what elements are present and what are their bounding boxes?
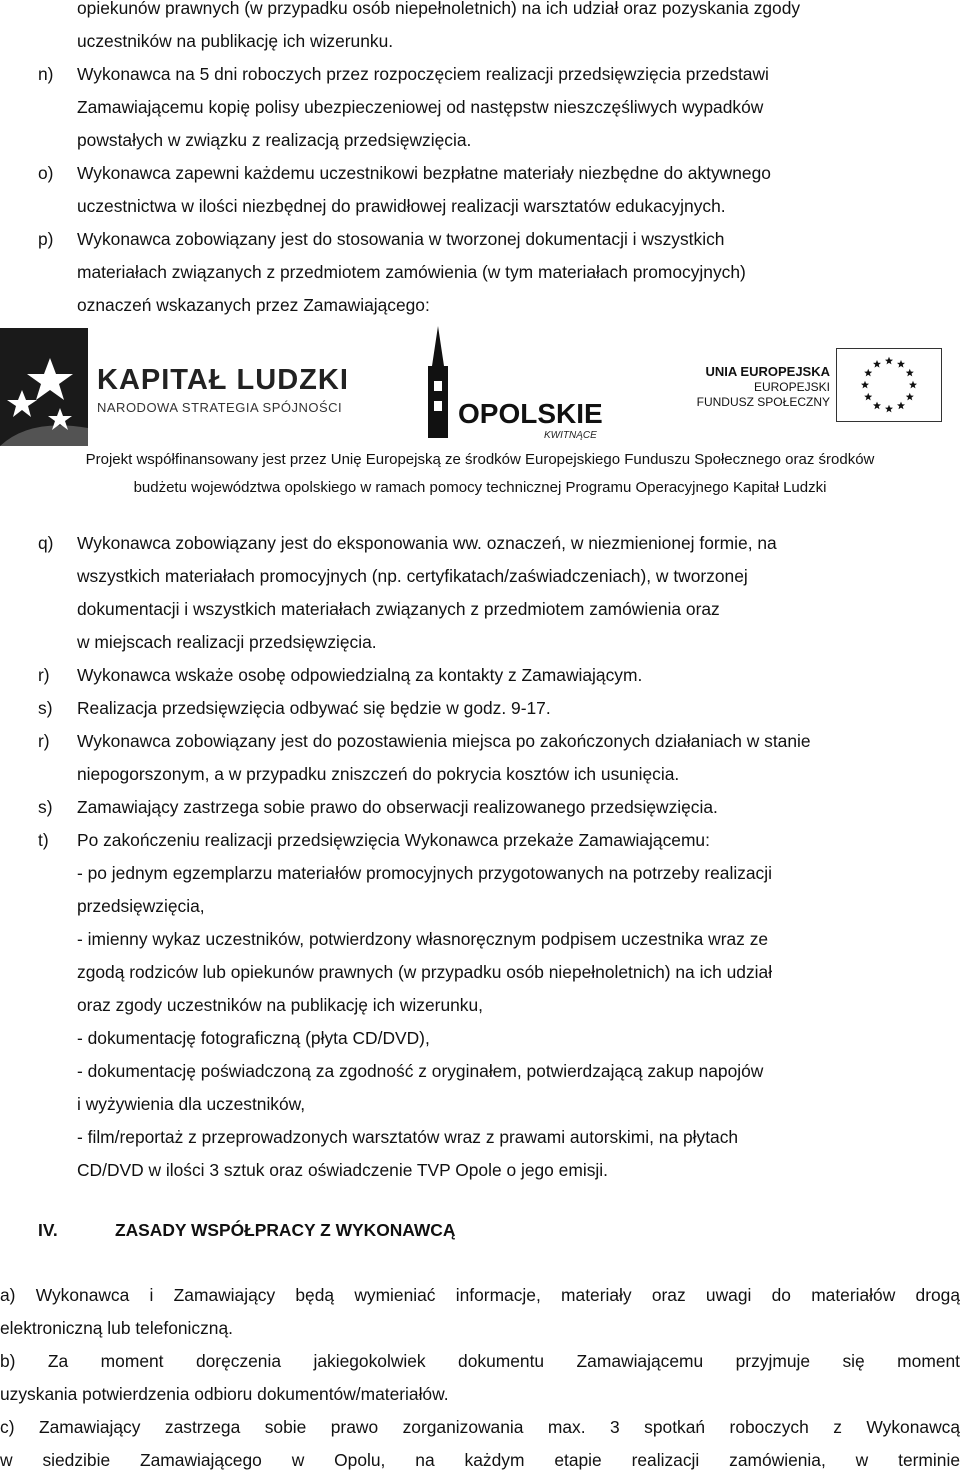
list-item-line: Wykonawca na 5 dni roboczych przez rozpoczęciem realizacji przedsięwzięcia przedstawi: [77, 64, 769, 84]
list-item-line: Po zakończeniu realizacji przedsięwzięcia Wykonawca przekaże Zamawiającemu:: [77, 830, 710, 850]
list-item-label: r): [38, 665, 50, 685]
list-item-label: p): [38, 229, 54, 249]
paragraph-line: w siedzibie Zamawiającego w Opolu, na każdym etapie realizacji zamówienia, w terminie: [0, 1450, 960, 1470]
list-item-line: wszystkich materiałach promocyjnych (np. certyfikatach/zaświadczeniach), w tworzonej: [77, 566, 748, 586]
paragraph: [0, 1345, 960, 1411]
paragraph-line: b) Za moment doręczenia jakiegokolwiek dokumentu Zamawiającemu przyjmuje się moment: [0, 1351, 960, 1371]
list-item-line: Wykonawca wskaże osobę odpowiedzialną za kontakty z Zamawiającym.: [77, 665, 643, 685]
kapital-ludzki-subtitle: NARODOWA STRATEGIA SPÓJNOŚCI: [97, 400, 343, 415]
list-item-line: oznaczeń wskazanych przez Zamawiającego:: [77, 295, 430, 315]
list-item-line: - dokumentację poświadczoną za zgodność z oryginałem, potwierdzającą zakup napojów: [77, 1061, 764, 1081]
list-item-line: Wykonawca zobowiązany jest do stosowania w tworzonej dokumentacji i wszystkich: [77, 229, 725, 249]
list-item-label: r): [38, 731, 50, 751]
eu-line-3: FUNDUSZ SPOŁECZNY: [696, 395, 830, 409]
list-item: [0, 725, 960, 791]
list-item: [0, 157, 960, 223]
logo-strip: [0, 326, 960, 446]
list-item-label: s): [38, 797, 53, 817]
list-item-label: t): [38, 830, 49, 850]
caption-line: Projekt współfinansowany jest przez Unię Europejską ze środków Europejskiego Funduszu Społecznego oraz środków: [85, 451, 875, 468]
list-item-line: zgodą rodziców lub opiekunów prawnych (w przypadku osób niepełnoletnich) na ich udział: [77, 962, 773, 982]
list-item-line: Zamawiający zastrzega sobie prawo do obserwacji realizowanego przedsięwzięcia.: [77, 797, 718, 817]
list-item-line: CD/DVD w ilości 3 sztuk oraz oświadczenie TVP Opole o jego emisji.: [77, 1160, 608, 1180]
bottom-list: [0, 527, 960, 1187]
opolskie-title: OPOLSKIE: [458, 398, 603, 429]
list-item: [0, 527, 960, 659]
paragraph-line: elektroniczną lub telefoniczną.: [0, 1318, 233, 1338]
list-item-line: uczestnictwa w ilości niezbędnej do prawidłowej realizacji warsztatów edukacyjnych.: [77, 196, 726, 216]
eu-line-2: EUROPEJSKI: [753, 380, 830, 394]
kapital-ludzki-title: KAPITAŁ LUDZKI: [97, 364, 349, 396]
list-item: [0, 791, 960, 824]
eu-line-1: UNIA EUROPEJSKA: [705, 364, 830, 379]
list-item-line: Zamawiającemu kopię polisy ubezpieczeniowej od następstw nieszczęśliwych wypadków: [77, 97, 764, 117]
list-item-label: o): [38, 163, 54, 183]
list-item: [0, 692, 960, 725]
section-number: IV.: [38, 1220, 58, 1240]
list-item-line: dokumentacji i wszystkich materiałach związanych z przedmiotem zamówienia oraz: [77, 599, 720, 619]
list-item: [0, 223, 960, 322]
list-item-line: materiałach związanych z przedmiotem zamówienia (w tym materiałach promocyjnych): [77, 262, 746, 282]
opolskie-tower-icon: [418, 326, 458, 438]
section-title: ZASADY WSPÓŁPRACY Z WYKONAWCĄ: [115, 1220, 456, 1240]
list-item-label: s): [38, 698, 53, 718]
list-item-line: niepogorszonym, a w przypadku zniszczeń do pokrycia kosztów ich usunięcia.: [77, 764, 680, 784]
list-item: [0, 58, 960, 157]
list-item-line: w miejscach realizacji przedsięwzięcia.: [77, 632, 377, 652]
list-item-line: - dokumentację fotograficzną (płyta CD/DVD),: [77, 1028, 430, 1048]
list-item-label: q): [38, 533, 54, 553]
list-item: [0, 0, 960, 58]
paragraph-line: uzyskania potwierdzenia odbioru dokumentów/materiałów.: [0, 1384, 449, 1404]
list-item-line: opiekunów prawnych (w przypadku osób niepełnoletnich) na ich udział oraz pozyskania zgody: [77, 0, 801, 18]
list-item-label: n): [38, 64, 54, 84]
list-item-line: Wykonawca zobowiązany jest do pozostawienia miejsca po zakończonych działaniach w stanie: [77, 731, 811, 751]
funding-caption: [0, 446, 960, 502]
list-item-line: uczestników na publikację ich wizerunku.: [77, 31, 394, 51]
paragraph-line: c) Zamawiający zastrzega sobie prawo zorganizowania max. 3 spotkań roboczych z Wykonawcą: [0, 1417, 960, 1437]
paragraph: [0, 1279, 960, 1345]
list-item-line: Wykonawca zobowiązany jest do eksponowania ww. oznaczeń, w niezmienionej formie, na: [77, 533, 777, 553]
list-item-line: oraz zgody uczestników na publikację ich wizerunku,: [77, 995, 483, 1015]
list-item-line: - po jednym egzemplarzu materiałów promocyjnych przygotowanych na potrzeby realizacji: [77, 863, 772, 883]
list-item-line: i wyżywienia dla uczestników,: [77, 1094, 306, 1114]
list-item-line: Wykonawca zapewni każdemu uczestnikowi bezpłatne materiały niezbędne do aktywnego: [77, 163, 771, 183]
caption-line: budżetu województwa opolskiego w ramach pomocy technicznej Programu Operacyjnego Kapitał Ludzki: [133, 479, 827, 496]
opolskie-subtitle: KWITNĄCE: [544, 430, 597, 441]
list-item-line: Realizacja przedsięwzięcia odbywać się będzie w godz. 9-17.: [77, 698, 551, 718]
list-item-line: - imienny wykaz uczestników, potwierdzony własnoręcznym podpisem uczestnika wraz ze: [77, 929, 769, 949]
paragraph: [0, 1411, 960, 1477]
list-item-line: - film/reportaż z przeprowadzonych warsztatów wraz z prawami autorskimi, na płytach: [77, 1127, 739, 1147]
paragraph-line: a) Wykonawca i Zamawiający będą wymieniać informacje, materiały oraz uwagi do materiałów drogą: [0, 1285, 960, 1305]
list-item: [0, 824, 960, 1187]
list-item-line: przedsięwzięcia,: [77, 896, 205, 916]
list-item-line: powstałych w związku z realizacją przedsięwzięcia.: [77, 130, 472, 150]
eu-flag-icon: [836, 348, 942, 422]
kapital-ludzki-stars-icon: [0, 328, 88, 446]
top-list: [0, 0, 960, 322]
list-item: [0, 659, 960, 692]
